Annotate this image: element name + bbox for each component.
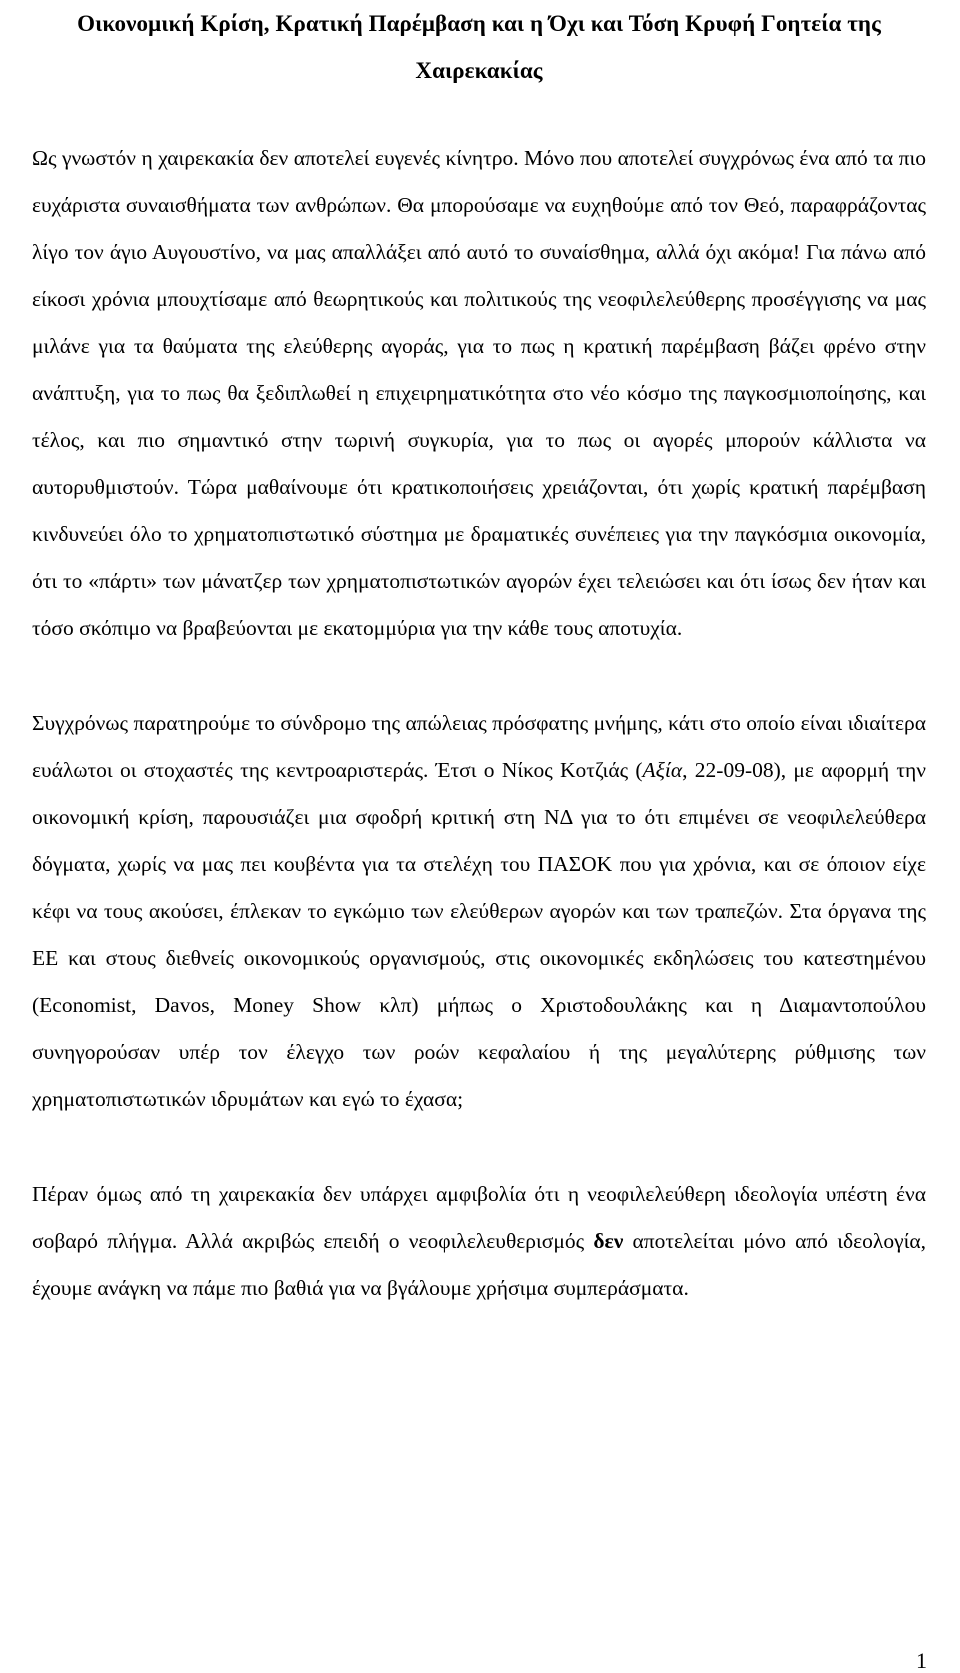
paragraph-3-text-before-bold: Πέραν όμως από τη χαιρεκακία δεν υπάρχει αμφιβολία ότι η νεοφιλελεύθερη ιδεολογία υπέστη ένα σοβαρό πλήγμα. Αλλά ακριβώς επειδή ο νεοφιλελευθερισμός — [32, 1182, 926, 1253]
document-page — [32, 0, 926, 1312]
page-number: 1 — [916, 1648, 927, 1673]
paragraph-1: Ως γνωστόν η χαιρεκακία δεν αποτελεί ευγενές κίνητρο. Μόνο που αποτελεί συγχρόνως ένα από τα πιο ευχάριστα συναισθήματα των ανθρώπων. Θα μπορούσαμε να ευχηθούμε από τον Θεό, παραφράζοντας λίγο τον άγιο Αυγουστίνο, να μας απαλλάξει από αυτό το συναίσθημα, αλλά όχι ακόμα! Για πάνω από είκοσι χρόνια μπουχτίσαμε από θεωρητικούς και πολιτικούς της νεοφιλελεύθερης προσέγγισης να μας μιλάνε για τα θαύματα της ελεύθερης αγοράς, για το πως η κρατική παρέμβαση βάζει φρένο στην ανάπτυξη, για το πως θα ξεδιπλωθεί η επιχειρηματικότητα στο νέο κόσμο της παγκοσμιοποίησης, και τέλος, και πιο σημαντικό στην τωρινή συγκυρία, για το πως οι αγορές μπορούν κάλλιστα να αυτορυθμιστούν. Τώρα μαθαίνουμε ότι κρατικοποιήσεις χρειάζονται, ότι χωρίς κρατική παρέμβαση κινδυνεύει όλο το χρηματοπιστωτικό σύστημα με δραματικές συνέπειες για την παγκόσμια οικονομία, ότι το «πάρτι» των μάνατζερ των χρηματοπιστωτικών αγορών έχει τελειώσει και ότι ίσως δεν ήταν και τόσο σκόπιμο να βραβεύονται με εκατομμύρια για την κάθε τους αποτυχία. — [32, 146, 926, 640]
paragraph-3-text-after-bold: αποτελείται μόνο από ιδεολογία, έχουμε ανάγκη να πάμε πιο βαθιά για να βγάλουμε χρήσιμα συμπεράσματα. — [32, 1229, 926, 1300]
document-title: Οικονομική Κρίση, Κρατική Παρέμβαση και η Όχι και Τόση Κρυφή Γοητεία της Χαιρεκακίας — [77, 11, 881, 83]
italic-source-name: Αξία — [642, 758, 683, 782]
paragraph-2-text-before-italic: Συγχρόνως παρατηρούμε το σύνδρομο της απώλειας πρόσφατης μνήμης, κάτι στο οποίο είναι ιδιαίτερα ευάλωτοι οι στοχαστές της κεντροαριστεράς. Έτσι ο Νίκος Κοτζιάς ( — [32, 711, 926, 782]
paragraph-2-text-after-italic: , 22-09-08), με αφορμή την οικονομική κρίση, παρουσιάζει μια σφοδρή κριτική στη ΝΔ για το ότι επιμένει σε νεοφιλελεύθερα δόγματα, χωρίς να μας πει κουβέντα για τα στελέχη του ΠΑΣΟΚ που για χρόνια, και σε όποιον είχε κέφι να τους ακούσει, έπλεκαν το εγκώμιο των ελεύθερων αγορών και των τραπεζών. Στα όργανα της ΕΕ και στους διεθνείς οικονομικούς οργανισμούς, στις οικονομικές εκδηλώσεις του κατεστημένου (Economist, Davos, Money Show κλπ) μήπως ο Χριστοδουλάκης και η Διαμαντοπούλου συνηγορούσαν υπέρ τον έλεγχο των ροών κεφαλαίου ή της μεγαλύτερης ρύθμισης των χρηματοπιστωτικών ιδρυμάτων και εγώ το έχασα; — [32, 758, 927, 1111]
bold-emphasis: δεν — [593, 1229, 624, 1253]
paragraph-2 — [32, 700, 926, 1123]
paragraph-3 — [32, 1171, 926, 1312]
